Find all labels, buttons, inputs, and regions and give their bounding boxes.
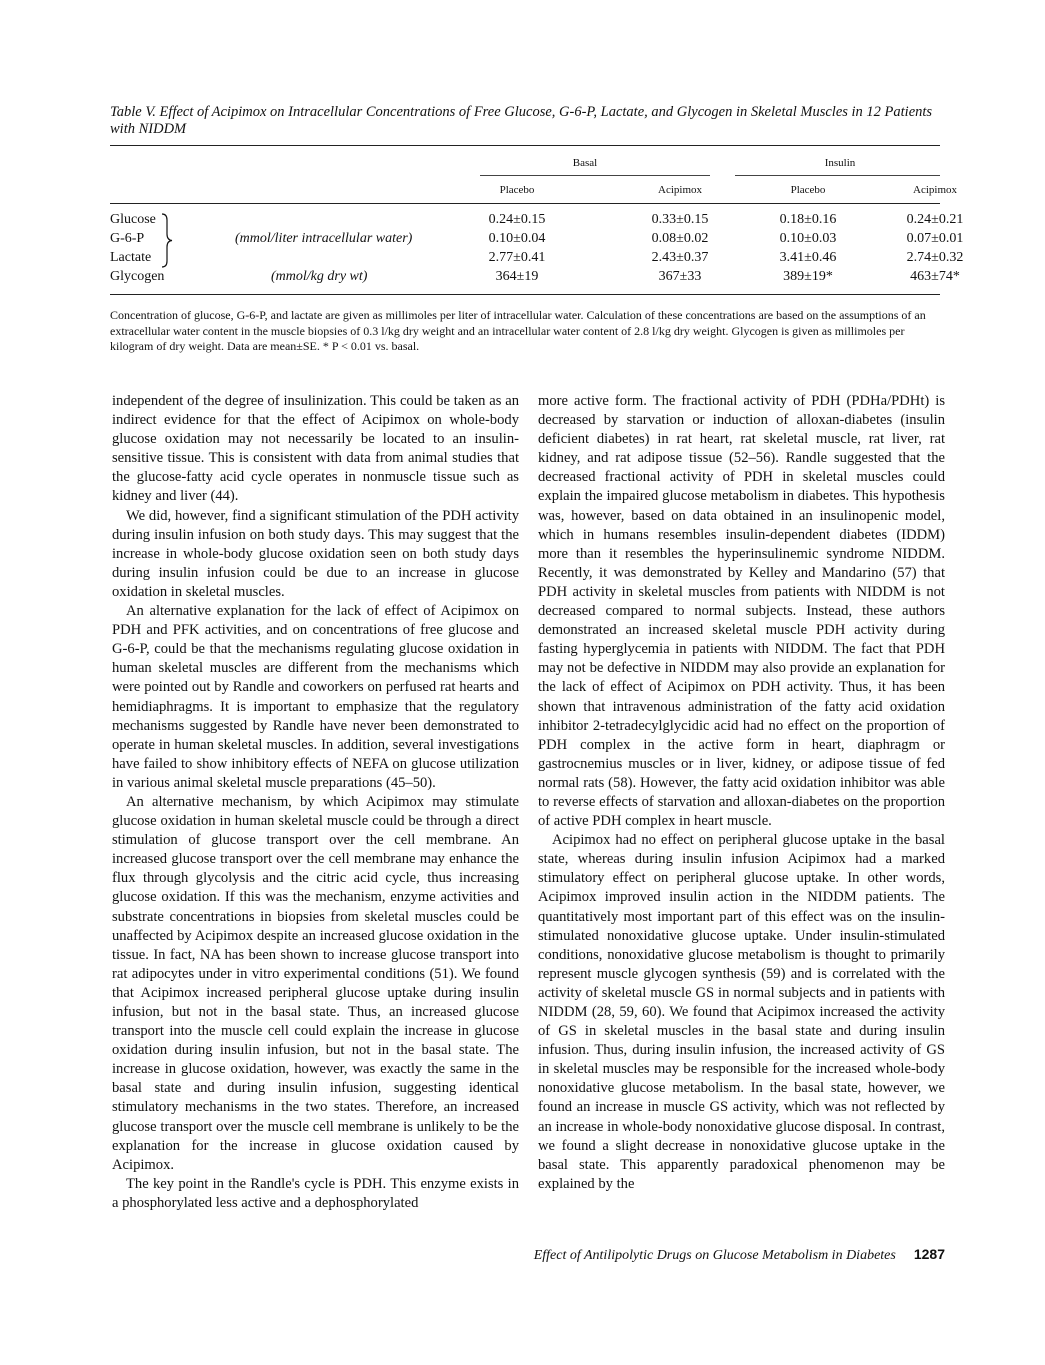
paragraph: An alternative explanation for the lack of effect of Acipimox on PDH and PFK activities, and on concentrations of free glucose and G-6-P, could be that the mechanisms regulating glucose oxidation in human skeletal muscles are different from the mechanisms which were pointed out by Randle and coworkers on perfused rat hearts and hemidiaphragms. It is important to emphasize that the regulatory mechanisms suggested by Randle have never been demonstrated to operate in human skeletal muscles. In addition, several investigations have failed to show inhibitory effects of NEFA on glucose utilization in various animal skeletal muscle preparations (45–50).	[112, 603, 519, 791]
unit-intracellular: (mmol/liter intracellular water)	[235, 231, 413, 246]
cell-value: 2.77±0.41	[488, 250, 546, 265]
row-label: Lactate	[110, 250, 152, 265]
unit-glycogen: (mmol/kg dry wt)	[271, 269, 368, 284]
group-header-basal: Basal	[572, 157, 598, 169]
cell-value: 0.07±0.01	[906, 231, 964, 246]
table-footnote: Concentration of glucose, G-6-P, and lactate are given as millimoles per liter of intracellular water. Calculation of these concentrations are based on the assumptions of an extracellular water content in the muscle biopsies of 0.3 l/kg dry weight and an intracellular water content of 2.8 l/kg dry weight. Glycogen is given as millimoles per kilogram of dry weight. Data are mean±SE. * P < 0.01 vs. basal.	[110, 308, 926, 353]
cell-value: 367±33	[658, 269, 702, 284]
table-bottom-rule	[110, 294, 940, 295]
cell-value: 389±19*	[783, 269, 833, 284]
paragraph: We did, however, find a significant stimulation of the PDH activity during insulin infusion on both study days. This may suggest that the increase in whole-body glucose oxidation seen on both study days during insulin infusion could be due to an increase in glucose oxidation in skeletal muscles.	[112, 507, 519, 600]
table-caption: Table V. Effect of Acipimox on Intracellular Concentrations of Free Glucose, G-6-P, Lactate, and Glycogen in Skeletal Muscles in 12 Patients with NIDDM	[110, 104, 933, 137]
table-row-lactate	[110, 250, 964, 269]
group-header-insulin: Insulin	[824, 157, 856, 169]
cell-value: 3.41±0.46	[779, 250, 837, 265]
cell-value: 0.24±0.15	[488, 212, 546, 227]
col-header-basal-placebo: Placebo	[499, 184, 535, 196]
cell-value: 0.33±0.15	[651, 212, 709, 227]
row-label: Glycogen	[110, 269, 165, 284]
col-header-insulin-placebo: Placebo	[790, 184, 826, 196]
cell-value: 463±74*	[910, 269, 960, 284]
paragraph: independent of the degree of insulinization. This could be taken as an indirect evidence for that the effect of Acipimox on whole-body glucose oxidation may not necessarily be located to an insulin-sensitive tissue. This is consistent with data from animal studies that the glucose-fatty acid cycle operates in nonmuscle tissue such as kidney and liver (44).	[112, 393, 519, 505]
paragraph: more active form. The fractional activity of PDH (PDHa/PDHt) is decreased by starvation or induction of alloxan-diabetes (insulin deficient diabetes) in rat heart, rat skeletal muscle, rat liver, rat kidney, and rat adipose tissue (52–56). Randle suggested that the decreased fractional activity of PDH in skeletal muscles could explain the impaired glucose metabolism in diabetes. This hypothesis was, however, based on data obtained in an insulinopenic model, which in humans resembles insulin-dependent diabetes (IDDM) more than it resembles the hyperinsulinemic syndrome NIDDM. Recently, it was demonstrated by Kelley and Mandarino (57) that PDH activity in skeletal muscles from patients with NIDDM is not decreased compared to normal subjects. Instead, these authors demonstrated an increased skeletal muscle PDH activity during fasting hyperglycemia in patients with NIDDM. The fact that PDH may not be defective in NIDDM may also provide an explanation for the lack of effect of Acipimox on PDH activity. Thus, it has been shown that intravenous administration of the fatty acid oxidation inhibitor 2-tetradecylglycidic acid had no effect on the proportion of PDH complex in the active form in heart, diaphragm or gastrocnemius muscles or in liver, kidney, or adipose tissue of fed normal rats (58). However, the fatty acid oxidation inhibitor was able to reverse effects of starvation and alloxan-diabetes on the proportion of active PDH complex in heart muscle.	[538, 393, 945, 830]
row-label: G-6-P	[110, 231, 145, 246]
row-label: Glucose	[110, 212, 156, 227]
col-header-basal-acipimox: Acipimox	[658, 184, 702, 196]
col-header-insulin-acipimox: Acipimox	[913, 184, 957, 196]
page-number: 1287	[913, 1246, 945, 1262]
running-title: Effect of Antilipolytic Drugs on Glucose Metabolism in Diabetes	[533, 1248, 896, 1263]
table-row-glycogen	[110, 269, 960, 288]
cell-value: 0.08±0.02	[651, 231, 709, 246]
cell-value: 364±19	[495, 269, 539, 284]
body-column-left	[112, 392, 519, 1213]
cell-value: 0.10±0.04	[488, 231, 546, 246]
running-footer	[534, 1246, 945, 1264]
row-group-brace	[160, 212, 174, 269]
table-row-glucose	[110, 212, 964, 231]
paragraph: An alternative mechanism, by which Acipimox may stimulate glucose oxidation in human skeletal muscle could be through a direct stimulation of glucose transport over the cell membrane. An increased glucose transport over the cell membrane may enhance the flux through glycolysis and the citric acid cycle, thus increasing glucose oxidation. If this was the mechanism, enzyme activities and substrate concentrations in biopsies from skeletal muscles could be unaffected by Acipimox despite an increased glucose oxidation in the tissue. In fact, NA has been shown to increase glucose transport into rat adipocytes under in vitro experimental conditions (51). We found that Acipimox increased peripheral glucose uptake during insulin infusion, but not in the basal state. Thus, an increased glucose transport into the muscle cell could explain the increase in glucose oxidation during insulin infusion, but not in the basal state. The increase in glucose oxidation, however, was exactly the same in the basal state and during insulin infusion, suggesting identical stimulatory mechanisms in the two states. Therefore, an increased glucose transport over the muscle cell membrane is unlikely to be the explanation for the increase in glucose oxidation caused by Acipimox.	[112, 793, 519, 1173]
basal-subrule	[480, 175, 710, 176]
table-top-rule	[110, 145, 940, 146]
paragraph: Acipimox had no effect on peripheral glucose uptake in the basal state, whereas during insulin infusion Acipimox had a marked stimulatory effect on peripheral glucose uptake. In other words, Acipimox improved insulin action in the NIDDM patients. The quantitatively most important part of this effect was on the insulin-stimulated nonoxidative glucose uptake. Under insulin-stimulated conditions, nonoxidative glucose metabolism is thought to primarily represent muscle glycogen synthesis (59) and is correlated with the activity of skeletal muscle GS in normal subjects and in patients with NIDDM (28, 59, 60). We found that Acipimox increased the activity of GS in skeletal muscles in the basal state and during insulin infusion. Thus, during insulin infusion, the increased activity of GS in skeletal muscles may be responsible for the increased whole-body nonoxidative glucose metabolism. In the basal state, however, we found an increase in muscle GS activity, which was not reflected by an increase in whole-body nonoxidative glucose disposal. In contrast, we found a slight decrease in nonoxidative glucose uptake in the basal state. This apparently paradoxical phenomenon may be explained by the	[538, 832, 945, 1192]
cell-value: 0.10±0.03	[779, 231, 837, 246]
body-column-right	[538, 392, 945, 1194]
paragraph: The key point in the Randle's cycle is PDH. This enzyme exists in a phosphorylated less active and a dephosphorylated	[112, 1175, 519, 1211]
cell-value: 0.24±0.21	[906, 212, 964, 227]
cell-value: 2.74±0.32	[906, 250, 964, 265]
cell-value: 2.43±0.37	[651, 250, 709, 265]
cell-value: 0.18±0.16	[779, 212, 837, 227]
insulin-subrule	[735, 175, 940, 176]
table-header-rule	[110, 203, 940, 204]
